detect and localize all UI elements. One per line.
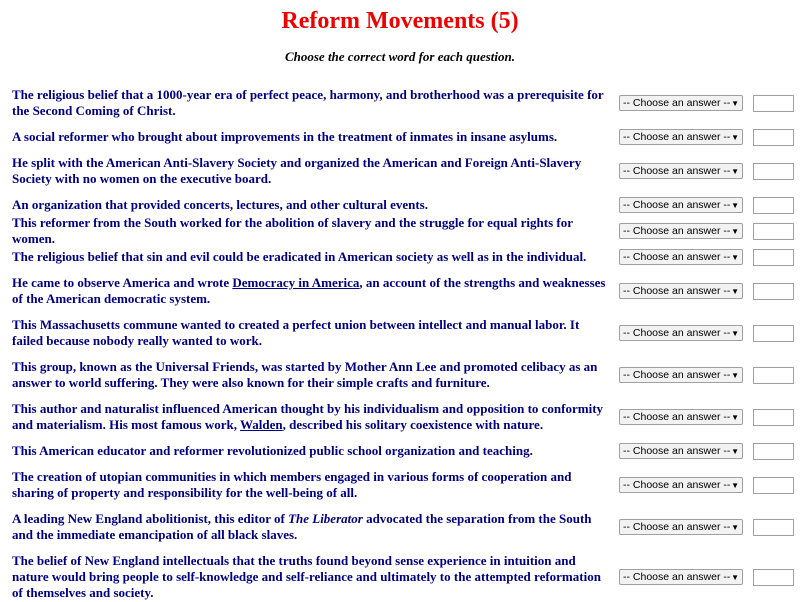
question-text-part: This reformer from the South worked for the abolition of slavery and the struggle for equal rights for women. [12, 215, 573, 246]
answer-feedback-box[interactable] [753, 197, 794, 214]
question-text [12, 511, 612, 543]
answer-feedback-box[interactable] [753, 519, 794, 536]
answer-feedback-box[interactable] [753, 249, 794, 266]
answer-select-value: -- Choose an answer -- [623, 165, 731, 177]
answer-select-value: -- Choose an answer -- [623, 225, 731, 237]
newspaper-title: The Liberator [288, 511, 363, 526]
answer-feedback-box[interactable] [753, 477, 794, 494]
question-row [12, 248, 800, 266]
question-text-part: A social reformer who brought about improvements in the treatment of inmates in insane asylums. [12, 129, 558, 144]
question-row [12, 552, 800, 602]
answer-select-value: -- Choose an answer -- [623, 97, 731, 109]
question-list [12, 86, 800, 602]
answer-select-value: -- Choose an answer -- [623, 131, 731, 143]
answer-select[interactable] [619, 519, 743, 535]
dropdown-arrow-icon: ▼ [731, 132, 739, 142]
answer-select[interactable] [619, 129, 743, 145]
question-text [12, 249, 612, 265]
answer-feedback-box[interactable] [753, 129, 794, 146]
answer-select-value: -- Choose an answer -- [623, 571, 731, 583]
question-text-part: This Massachusetts commune wanted to created a perfect union between intellect and manual labor. It failed because nobody really wanted to work. [12, 317, 580, 348]
page-title: Reform Movements (5) [281, 8, 519, 34]
answer-select-value: -- Choose an answer -- [623, 479, 731, 491]
book-title-link[interactable]: Democracy in America [232, 275, 360, 290]
question-row [12, 316, 800, 350]
question-row [12, 154, 800, 188]
answer-select-value: -- Choose an answer -- [623, 411, 731, 423]
answer-select-value: -- Choose an answer -- [623, 445, 731, 457]
question-text-part: This group, known as the Universal Friends, was started by Mother Ann Lee and promoted celibacy as an answer to world suffering. They were also known for their simple crafts and furniture. [12, 359, 598, 390]
question-row [12, 215, 800, 246]
answer-select[interactable] [619, 477, 743, 493]
question-text [12, 275, 612, 307]
answer-select[interactable] [619, 283, 743, 299]
dropdown-arrow-icon: ▼ [731, 480, 739, 490]
dropdown-arrow-icon: ▼ [731, 166, 739, 176]
answer-feedback-box[interactable] [753, 367, 794, 384]
dropdown-arrow-icon: ▼ [731, 286, 739, 296]
answer-select-value: -- Choose an answer -- [623, 369, 731, 381]
answer-select[interactable] [619, 249, 743, 265]
dropdown-arrow-icon: ▼ [731, 98, 739, 108]
answer-select[interactable] [619, 197, 743, 213]
answer-select[interactable] [619, 367, 743, 383]
answer-select[interactable] [619, 95, 743, 111]
question-text [12, 359, 612, 391]
question-text [12, 215, 612, 247]
answer-select[interactable] [619, 443, 743, 459]
answer-feedback-box[interactable] [753, 163, 794, 180]
answer-feedback-box[interactable] [753, 569, 794, 586]
question-row [12, 86, 800, 120]
question-text [12, 197, 612, 213]
answer-feedback-box[interactable] [753, 283, 794, 300]
question-text [12, 553, 612, 601]
answer-select-value: -- Choose an answer -- [623, 521, 731, 533]
dropdown-arrow-icon: ▼ [731, 370, 739, 380]
dropdown-arrow-icon: ▼ [731, 572, 739, 582]
question-text-part: The belief of New England intellectuals that the truths found beyond sense experience in intuition and nature would bring people to self-knowledge and self-reliance and ultimately to the attempted reformation of themselves and society. [12, 553, 601, 600]
instructions: Choose the correct word for each question. [284, 49, 516, 64]
dropdown-arrow-icon: ▼ [731, 252, 739, 262]
question-text-part: A leading New England abolitionist, this editor of [12, 511, 289, 526]
question-row [12, 128, 800, 146]
answer-select[interactable] [619, 163, 743, 179]
question-text-part: , described his solitary coexistence with nature. [282, 417, 544, 432]
question-text-part: He came to observe America and wrote [12, 275, 233, 290]
question-row [12, 274, 800, 308]
question-row [12, 400, 800, 434]
answer-select[interactable] [619, 325, 743, 341]
question-text-part: This American educator and reformer revolutionized public school organization and teaching. [12, 443, 533, 458]
dropdown-arrow-icon: ▼ [731, 226, 739, 236]
question-text-part: advocated the separation from the South and the immediate emancipation of all black slaves. [12, 511, 592, 542]
answer-select-value: -- Choose an answer -- [623, 251, 731, 263]
answer-feedback-box[interactable] [753, 409, 794, 426]
question-text [12, 443, 612, 459]
question-row [12, 358, 800, 392]
question-text [12, 87, 612, 119]
question-text [12, 155, 612, 187]
question-text [12, 469, 612, 501]
dropdown-arrow-icon: ▼ [731, 328, 739, 338]
question-text-part: The creation of utopian communities in which members engaged in various forms of cooperation and sharing of property and responsibility for the well-being of all. [12, 469, 572, 500]
answer-select[interactable] [619, 569, 743, 585]
question-text [12, 129, 612, 145]
question-text-part: , an account of the strengths and weaknesses of the American democratic system. [12, 275, 606, 306]
question-text [12, 401, 612, 433]
dropdown-arrow-icon: ▼ [731, 412, 739, 422]
question-row [12, 442, 800, 460]
answer-select[interactable] [619, 409, 743, 425]
dropdown-arrow-icon: ▼ [731, 522, 739, 532]
book-title-link[interactable]: Walden [239, 417, 283, 432]
question-text [12, 317, 612, 349]
question-text-part: He split with the American Anti-Slavery Society and organized the American and Foreign Anti-Slavery Society with no women on the executive board. [12, 155, 582, 186]
answer-feedback-box[interactable] [753, 223, 794, 240]
question-text-part: This author and naturalist influenced American thought by his individualism and opposition to conformity and materialism. His most famous work, [12, 401, 604, 432]
answer-feedback-box[interactable] [753, 325, 794, 342]
answer-select[interactable] [619, 223, 743, 239]
question-text-part: The religious belief that sin and evil could be eradicated in American society as well as in the individual. [12, 249, 587, 264]
answer-select-value: -- Choose an answer -- [623, 327, 731, 339]
answer-select-value: -- Choose an answer -- [623, 285, 731, 297]
dropdown-arrow-icon: ▼ [731, 446, 739, 456]
question-row [12, 468, 800, 502]
dropdown-arrow-icon: ▼ [731, 200, 739, 210]
answer-select-value: -- Choose an answer -- [623, 199, 731, 211]
answer-feedback-box[interactable] [753, 95, 794, 112]
question-row [12, 196, 800, 214]
answer-feedback-box[interactable] [753, 443, 794, 460]
question-text-part: An organization that provided concerts, lectures, and other cultural events. [12, 197, 428, 212]
question-text-part: The religious belief that a 1000-year era of perfect peace, harmony, and brotherhood was a prerequisite for the Second Coming of Christ. [12, 87, 604, 118]
question-row [12, 510, 800, 544]
